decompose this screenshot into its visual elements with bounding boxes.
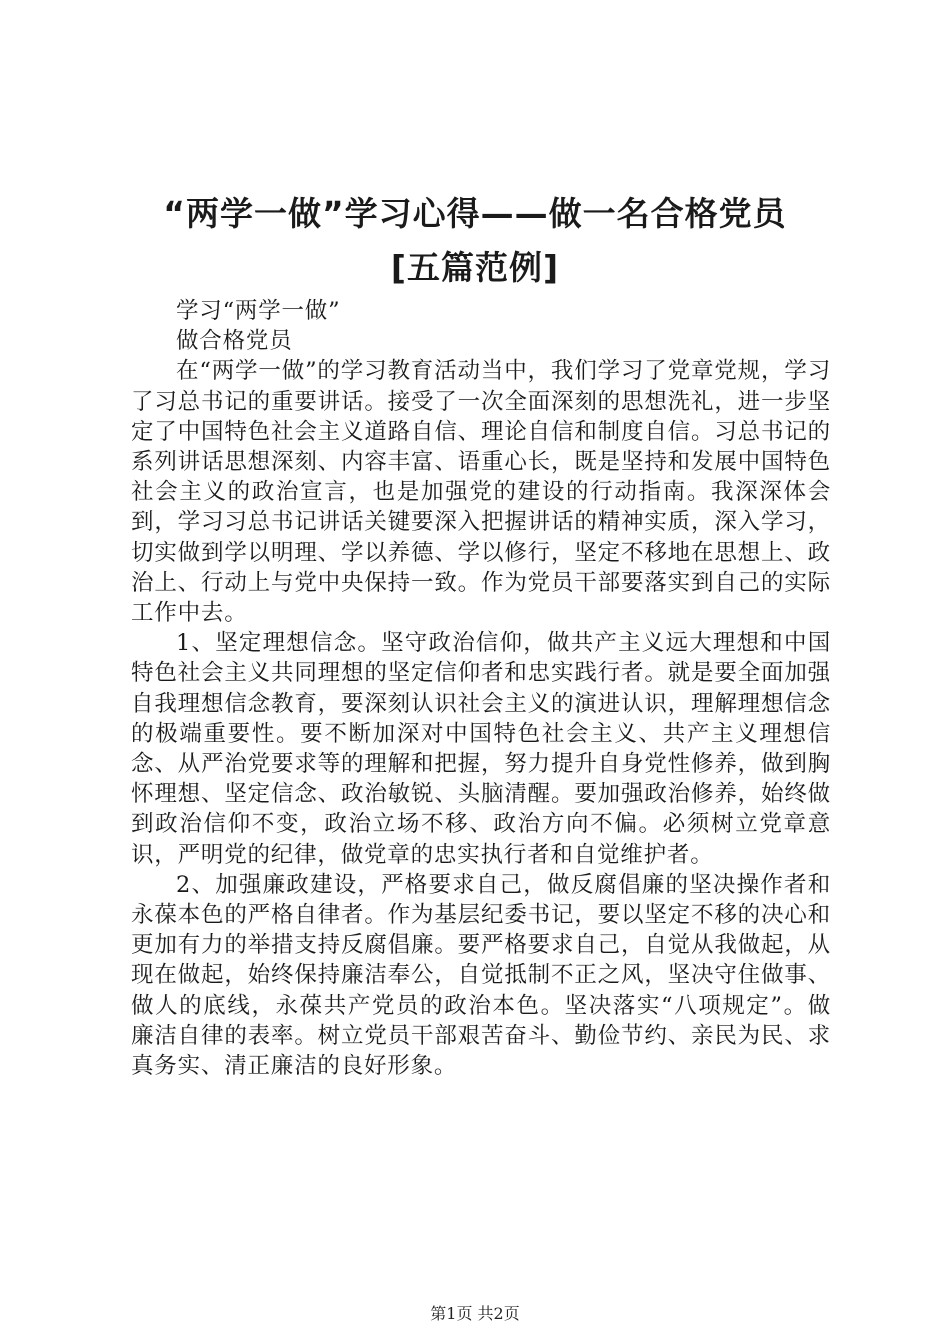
page-number-footer: 第1页 共2页 (430, 1304, 520, 1323)
paragraph-point-1: 1、坚定理想信念。坚守政治信仰，做共产主义远大理想和中国特色社会主义共同理想的坚定信仰者和忠实践行者。就是要全面加强自我理想信念教育，要深刻认识社会主义的演进认识，理解理想信念的极端重要性。要不断加深对中国特色社会主义、共产主义理想信念、从严治党要求等的理解和把握，努力提升自身党性修养，做到胸怀理想、坚定信念、政治敏锐、头脑清醒。要加强政治修养，始终做到政治信仰不变，政治立场不移、政治方向不偏。必须树立党章意识，严明党的纪律，做党章的忠实执行者和自觉维护者。 (131, 630, 831, 868)
paragraph-point-2: 2、加强廉政建设，严格要求自己，做反腐倡廉的坚决操作者和永葆本色的严格自律者。作为基层纪委书记，要以坚定不移的决心和更加有力的举措支持反腐倡廉。要严格要求自己，自觉从我做起，从现在做起，始终保持廉洁奉公，自觉抵制不正之风，坚决守住做事、做人的底线，永葆共产党员的政治本色。坚决落实“八项规定”。做廉洁自律的表率。树立党员干部艰苦奋斗、勤俭节约、亲民为民、求真务实、清正廉洁的良好形象。 (131, 871, 831, 1080)
document-body (131, 296, 831, 1081)
subheading-member: 做合格党员 (176, 328, 293, 355)
document-title-subtitle: [五篇范例] (390, 248, 560, 287)
paragraph-intro: 在“两学一做”的学习教育活动当中，我们学习了党章党规，学习了习总书记的重要讲话。接受了一次全面深刻的思想洗礼，进一步坚定了中国特色社会主义道路自信、理论自信和制度自信。习总书记的系列讲话思想深刻、内容丰富、语重心长，既是坚持和发展中国特色社会主义的政治宣言，也是加强党的建设的行动指南。我深深体会到，学习习总书记讲话关键要深入把握讲话的精神实质，深入学习，切实做到学以明理、学以养德、学以修行，坚定不移地在思想上、政治上、行动上与党中央保持一致。作为党员干部要落实到自己的实际工作中去。 (131, 358, 831, 627)
document-title: “两学一做”学习心得——做一名合格党员 (163, 194, 787, 233)
subheading-study: 学习“两学一做” (176, 298, 341, 324)
